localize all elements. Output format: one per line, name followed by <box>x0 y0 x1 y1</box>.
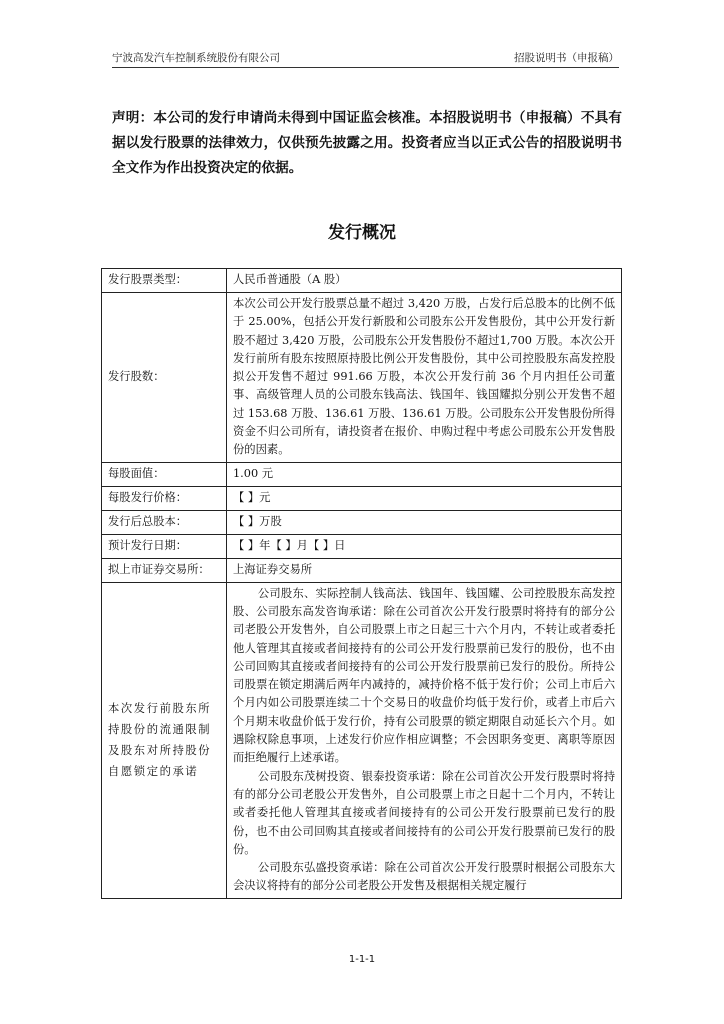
row-value-share-count: 本次公司公开发行股票总量不超过 3,420 万股，占发行后总股本的比例不低于 25.00%，包括公开发行新股和公司股东公开发售股份，其中公开发行新股不超过 3,420 万股，公司股东公开发售股份不超过1,700 万股。本次公开发行前所有股东按照原持股比例公开发售股份，其中公司控股股东高发控股拟公开发售不超过 991.66 万股，本次公开发行前 36 个月内担任公司董事、高级管理人员的公司股东钱高法、钱国年、钱国耀拟分别公开发售不超过 153.68 万股、136.61 万股、136.61 万股。公司股东公开发售股份所得资金不归公司所有，请投资者在报价、申购过程中考虑公司股东公开发售股份的因素。 <box>227 293 622 463</box>
row-label-par-value: 每股面值： <box>102 462 227 486</box>
table-row <box>102 462 622 486</box>
row-label-issue-price: 每股发行价格： <box>102 486 227 510</box>
row-label-lockup: 本次发行前股东所持股份的流通限制及股东对所持股份自愿锁定的承诺 <box>102 582 227 898</box>
row-value-exchange: 上海证券交易所 <box>227 558 622 582</box>
table-row <box>102 534 622 558</box>
table-row <box>102 582 622 898</box>
row-label-total-shares: 发行后总股本： <box>102 510 227 534</box>
page-header <box>112 48 619 68</box>
table-row <box>102 293 622 463</box>
row-value-par-value: 1.00 元 <box>227 462 622 486</box>
row-label-stock-type: 发行股票类型： <box>102 269 227 293</box>
row-value-lockup <box>227 582 622 898</box>
header-company-name: 宁波高发汽车控制系统股份有限公司 <box>112 52 280 64</box>
table-row <box>102 269 622 293</box>
table-row <box>102 486 622 510</box>
row-label-issue-date: 预计发行日期： <box>102 534 227 558</box>
row-value-issue-date: 【 】年【 】月【 】日 <box>227 534 622 558</box>
disclaimer-statement: 声明：本公司的发行申请尚未得到中国证监会核准。本招股说明书（申报稿）不具有据以发行股票的法律效力，仅供预先披露之用。投资者应当以正式公告的招股说明书全文作为作出投资决定的依据。 <box>112 110 622 176</box>
lockup-paragraph: 公司股东弘盛投资承诺：除在公司首次公开发行股票时根据公司股东大会决议将持有的部分公司老股公开发售及根据相关规定履行 <box>233 861 615 893</box>
header-document-type: 招股说明书（申报稿） <box>514 52 619 64</box>
table-row <box>102 510 622 534</box>
lockup-paragraph: 公司股东、实际控制人钱高法、钱国年、钱国耀、公司控股股东高发控股、公司股东高发咨询承诺：除在公司首次公开发行股票时将持有的部分公司老股公开发售外，自公司股票上市之日起三十六个月内，不转让或者委托他人管理其直接或者间接持有的公司公开发行股票前已发行的股份，也不由公司回购其直接或者间接持有的公司公开发行股票前已发行的股份。所持公司股票在锁定期满后两年内减持的，减持价格不低于发行价；公司上市后六个月内如公司股票连续二十个交易日的收盘价均低于发行价，或者上市后六个月期末收盘价低于发行价，持有公司股票的锁定期限自动延长六个月。如遇除权除息事项，上述发行价应作相应调整；不会因职务变更、离职等原因而拒绝履行上述承诺。 <box>233 586 615 765</box>
row-label-exchange: 拟上市证券交易所： <box>102 558 227 582</box>
row-label-share-count: 发行股数： <box>102 293 227 463</box>
section-title: 发行概况 <box>328 223 396 243</box>
lockup-paragraph: 公司股东茂树投资、银泰投资承诺：除在公司首次公开发行股票时将持有的部分公司老股公开发售外，自公司股票上市之日起十二个月内，不转让或者委托他人管理其直接或者间接持有的公司公开发行股票前已发行的股份，也不由公司回购其直接或者间接持有的公司公开发行股票前已发行的股份。 <box>233 769 615 856</box>
table-row <box>102 558 622 582</box>
page-number: 1-1-1 <box>348 954 376 965</box>
row-value-stock-type: 人民币普通股（A 股） <box>227 269 622 293</box>
offering-overview-table <box>101 268 622 899</box>
row-value-total-shares: 【 】万股 <box>227 510 622 534</box>
row-value-issue-price: 【 】元 <box>227 486 622 510</box>
